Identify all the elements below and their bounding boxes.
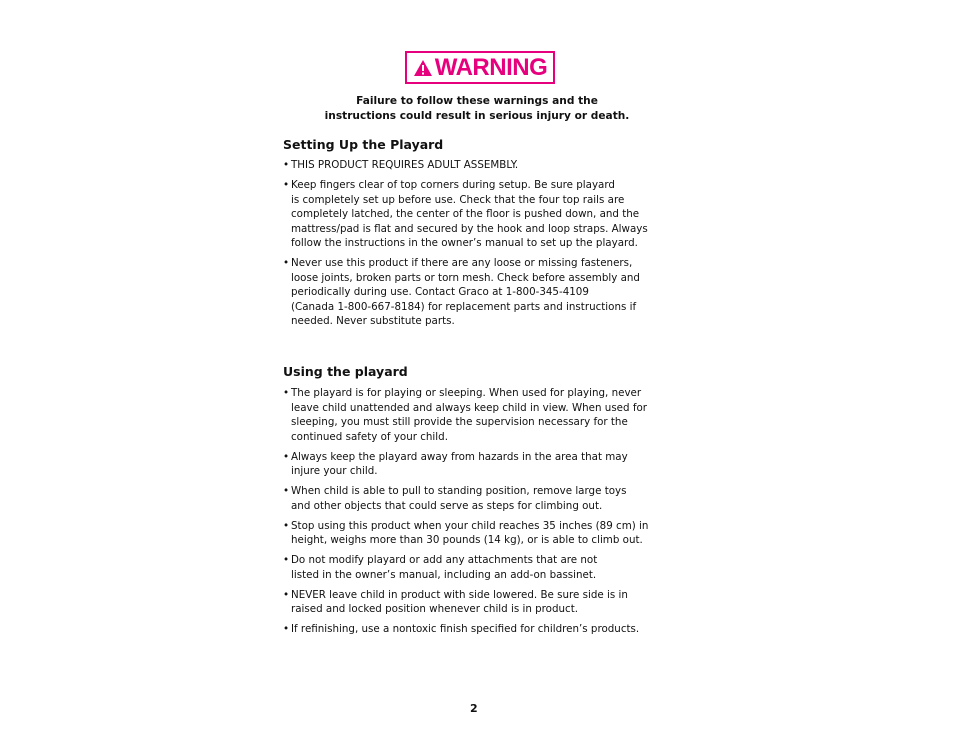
bullet-line: listed in the owner’s manual, including an add-on bassinet.: [291, 568, 597, 581]
bullet-line: If refinishing, use a nontoxic finish specified for children’s products.: [291, 623, 640, 635]
bullet-line: raised and locked position whenever child is in product.: [291, 603, 579, 615]
section-heading-using: Using the playard: [283, 364, 408, 379]
list-item: [283, 178, 683, 251]
list-item: [283, 622, 683, 637]
using-bullet-list: [283, 386, 683, 642]
bullet-symbol: •: [283, 159, 290, 171]
warning-banner: [405, 51, 555, 84]
list-item: [283, 553, 683, 582]
bullet-line: height, weighs more than 30 pounds (14 kg), or is able to climb out.: [291, 534, 643, 546]
bullet-line: Keep fingers clear of top corners during setup. Be sure playard: [291, 179, 615, 191]
bullet-line: sleeping, you must still provide the supervision necessary for the: [291, 416, 628, 428]
list-item: [283, 158, 683, 173]
bullet-symbol: •: [283, 485, 290, 497]
bullet-symbol: •: [283, 257, 290, 269]
warning-intro-text: [283, 94, 671, 124]
bullet-symbol: •: [283, 519, 290, 532]
bullet-line: is completely set up before use. Check that the four top rails are: [291, 193, 625, 206]
bullet-line: periodically during use. Contact Graco at 1-800-345-4109: [291, 286, 589, 298]
intro-line: instructions could result in serious injury or death.: [324, 110, 630, 122]
bullet-line: needed. Never substitute parts.: [291, 315, 455, 327]
bullet-symbol: •: [283, 387, 290, 399]
bullet-line: Never use this product if there are any loose or missing fasteners,: [291, 257, 633, 269]
intro-line: Failure to follow these warnings and the: [356, 95, 598, 107]
list-item: [283, 386, 683, 444]
warning-triangle-icon: [413, 59, 433, 77]
bullet-line: completely latched, the center of the floor is pushed down, and the: [291, 208, 640, 220]
bullet-symbol: •: [283, 450, 290, 463]
list-item: [283, 256, 683, 329]
bullet-line: (Canada 1-800-667-8184) for replacement parts and instructions if: [291, 300, 637, 313]
section-heading-setting-up: Setting Up the Playard: [283, 137, 444, 152]
bullet-symbol: •: [283, 623, 290, 635]
list-item: [283, 450, 683, 479]
bullet-line: follow the instructions in the owner’s manual to set up the playard.: [291, 237, 638, 249]
bullet-line: continued safety of your child.: [291, 430, 448, 443]
bullet-line: The playard is for playing or sleeping. When used for playing, never: [291, 387, 642, 399]
bullet-line: Stop using this product when your child reaches 35 inches (89 cm) in: [291, 519, 649, 532]
bullet-line: leave child unattended and always keep child in view. When used for: [291, 401, 647, 414]
bullet-line: NEVER leave child in product with side lowered. Be sure side is in: [291, 588, 628, 601]
bullet-symbol: •: [283, 588, 290, 601]
bullet-line: THIS PRODUCT REQUIRES ADULT ASSEMBLY.: [291, 159, 519, 171]
bullet-line: Always keep the playard away from hazards in the area that may: [291, 450, 628, 463]
setup-bullet-list: [283, 158, 683, 334]
bullet-line: injure your child.: [291, 465, 378, 477]
bullet-line: mattress/pad is flat and secured by the hook and loop straps. Always: [291, 222, 648, 235]
bullet-line: When child is able to pull to standing position, remove large toys: [291, 485, 627, 497]
warning-label: WARNING: [434, 53, 548, 81]
list-item: [283, 588, 683, 617]
bullet-line: Do not modify playard or add any attachments that are not: [291, 554, 598, 566]
bullet-symbol: •: [283, 179, 290, 191]
bullet-line: loose joints, broken parts or torn mesh. Check before assembly and: [291, 271, 640, 284]
page-number: 2: [470, 702, 478, 715]
bullet-symbol: •: [283, 554, 290, 566]
list-item: [283, 519, 683, 548]
bullet-line: and other objects that could serve as steps for climbing out.: [291, 499, 603, 512]
list-item: [283, 484, 683, 513]
